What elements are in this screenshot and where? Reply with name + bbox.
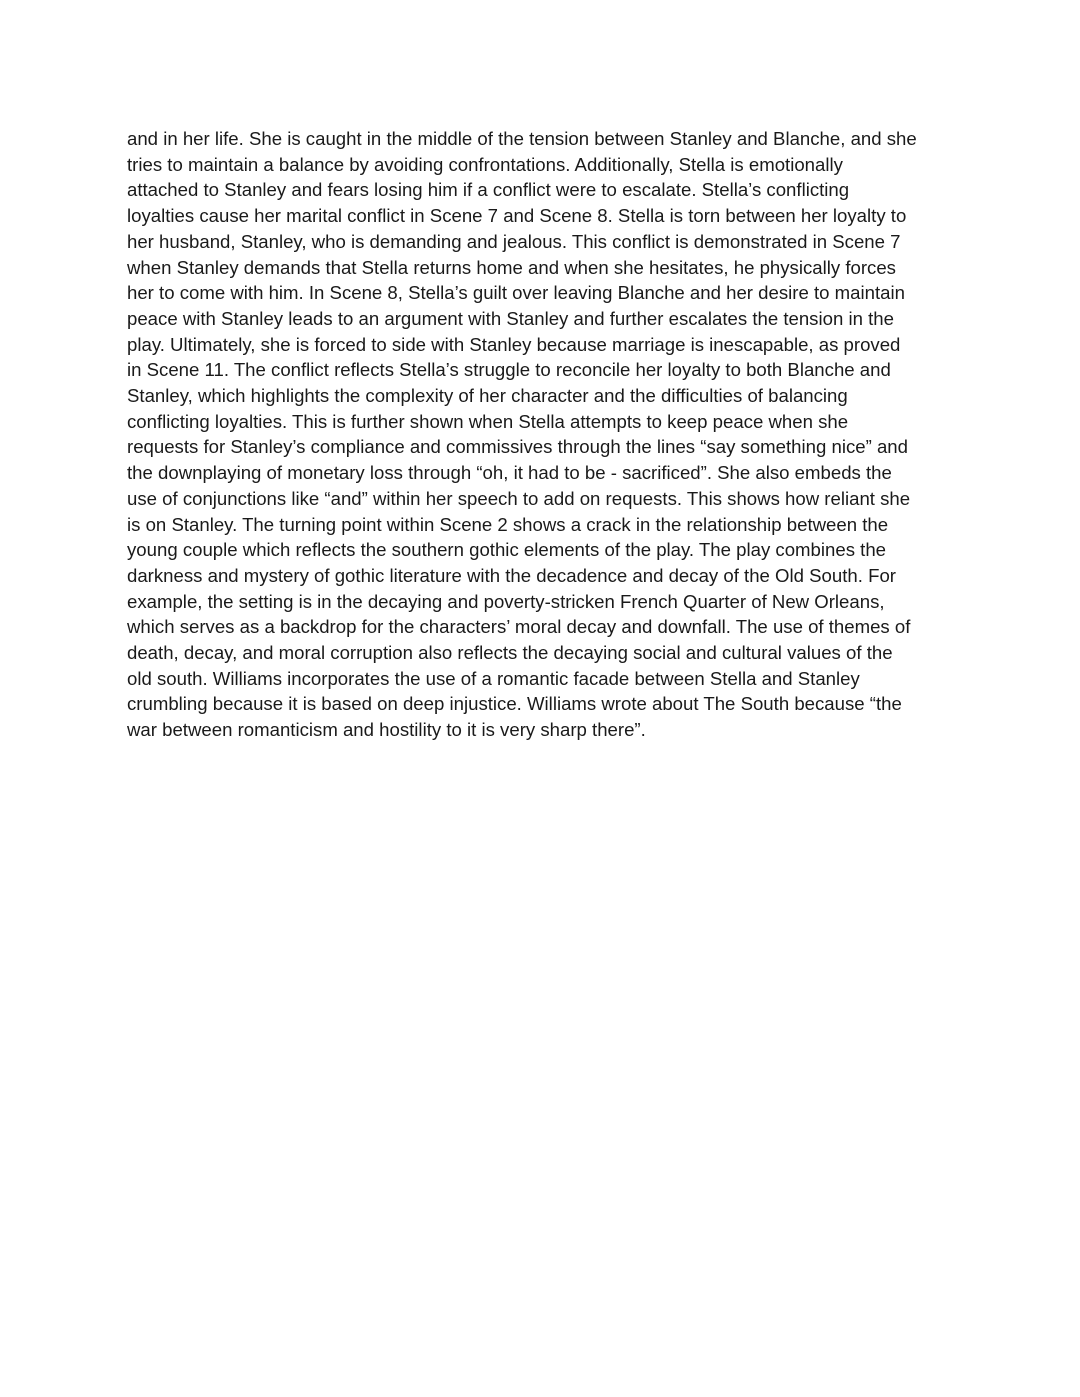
text-line: old south. Williams incorporates the use of a romantic facade between Stella and Stanley [127,667,860,689]
text-line: play. Ultimately, she is forced to side with Stanley because marriage is inescapable, as proved [127,333,901,355]
text-line: Stanley, which highlights the complexity of her character and the difficulties of balancing [127,385,848,407]
text-line: the downplaying of monetary loss through “oh, it had to be - sacrificed”. She also embeds the [127,462,892,484]
text-line: peace with Stanley leads to an argument with Stanley and further escalates the tension in the [127,307,894,329]
body-paragraph [127,126,967,743]
text-line: requests for Stanley’s compliance and commissives through the lines “say something nice” and [127,436,908,458]
text-line: loyalties cause her marital conflict in Scene 7 and Scene 8. Stella is torn between her loyalty to [127,205,907,227]
text-line: use of conjunctions like “and” within her speech to add on requests. This shows how reliant she [127,487,911,509]
text-line: attached to Stanley and fears losing him if a conflict were to escalate. Stella’s conflicting [127,179,850,201]
text-line: is on Stanley. The turning point within Scene 2 shows a crack in the relationship between the [127,513,889,535]
text-line: example, the setting is in the decaying and poverty-stricken French Quarter of New Orleans, [127,590,885,612]
text-line: in Scene 11. The conflict reflects Stella’s struggle to reconcile her loyalty to both Blanche and [127,359,891,381]
text-line: when Stanley demands that Stella returns home and when she hesitates, he physically forces [127,256,896,278]
text-line: darkness and mystery of gothic literature with the decadence and decay of the Old South. For [127,564,896,586]
text-line: her to come with him. In Scene 8, Stella’s guilt over leaving Blanche and her desire to maintain [127,282,905,304]
text-line: and in her life. She is caught in the middle of the tension between Stanley and Blanche, and she [127,128,917,149]
text-line: death, decay, and moral corruption also reflects the decaying social and cultural values of the [127,642,893,664]
text-line: her husband, Stanley, who is demanding and jealous. This conflict is demonstrated in Scene 7 [127,230,901,252]
text-line: which serves as a backdrop for the characters’ moral decay and downfall. The use of themes of [127,616,911,638]
text-line: conflicting loyalties. This is further shown when Stella attempts to keep peace when she [127,410,849,432]
text-line: tries to maintain a balance by avoiding confrontations. Additionally, Stella is emotionally [127,153,843,175]
text-line: war between romanticism and hostility to it is very sharp there”. [127,719,646,741]
text-line: crumbling because it is based on deep injustice. Williams wrote about The South because “the [127,693,902,715]
text-line: young couple which reflects the southern gothic elements of the play. The play combines the [127,539,887,561]
